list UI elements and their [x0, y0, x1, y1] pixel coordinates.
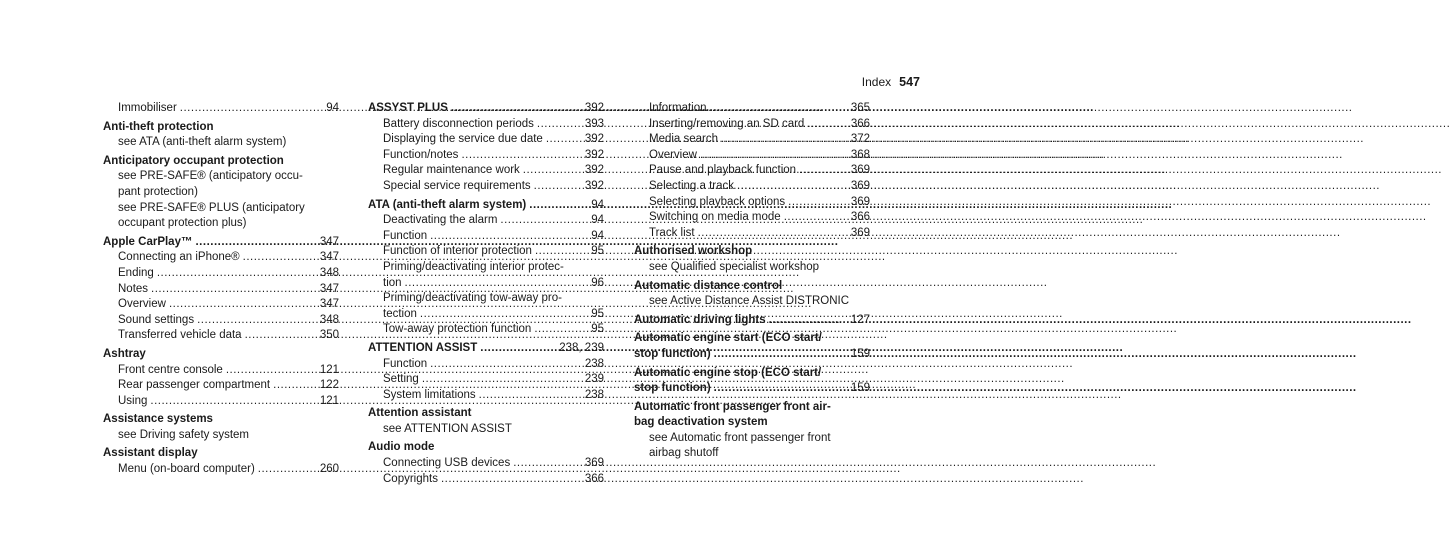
leader-dots: [258, 462, 317, 478]
leader-dots: [480, 341, 556, 357]
index-subentry: occupant protection plus): [118, 217, 247, 230]
index-subentry: [103, 297, 339, 313]
entry-text: Selecting playback options: [649, 195, 786, 208]
leader-dots: [197, 313, 317, 329]
entry-text: Selecting a track: [649, 179, 735, 192]
index-subentry: [368, 372, 604, 388]
entry-text: Function: [383, 357, 428, 370]
leader-dots: [534, 322, 588, 338]
index-subentry: [368, 307, 604, 323]
index-heading: [634, 347, 870, 363]
leader-dots: [441, 472, 582, 488]
index-subentry: [368, 357, 604, 373]
page-reference: 366: [850, 211, 870, 224]
entry-text: tection: [383, 307, 417, 320]
page-reference: 94: [591, 214, 604, 227]
entry-text: Media search: [649, 133, 719, 146]
page-reference: 347: [319, 298, 339, 311]
entry-text: Using: [118, 394, 148, 407]
index-subentry: [103, 101, 339, 117]
index-heading: bag deactivation system: [634, 416, 768, 429]
leader-dots: [546, 132, 582, 148]
leader-dots: [422, 372, 582, 388]
index-subentry: [103, 394, 339, 410]
index-subentry: [634, 117, 870, 133]
index-heading: Assistance systems: [103, 413, 213, 426]
leader-dots: [405, 276, 589, 292]
index-subentry: [634, 132, 870, 148]
index-heading: Automatic engine stop (ECO start/: [634, 366, 822, 379]
leader-dots: [769, 313, 848, 329]
index-subentry: see PRE-SAFE® PLUS (anticipatory: [118, 201, 305, 214]
entry-text: Setting: [383, 373, 419, 386]
entry-text: Copyrights: [383, 472, 438, 485]
index-subentry: pant protection): [118, 185, 198, 198]
page-reference: 369: [850, 164, 870, 177]
page-reference: 392: [584, 102, 604, 114]
leader-dots: [479, 388, 582, 404]
leader-dots: [799, 163, 848, 179]
index-heading: Audio mode: [368, 441, 435, 454]
leader-dots: [714, 347, 848, 363]
leader-dots: [451, 101, 582, 117]
index-heading: Authorised workshop: [634, 245, 753, 258]
entry-text: Transferred vehicle data: [118, 329, 242, 342]
page-reference: 392: [584, 179, 604, 192]
leader-dots: [226, 363, 317, 379]
index-subentry: [368, 244, 604, 260]
leader-dots: [245, 328, 317, 344]
index-subentry: [634, 101, 870, 117]
index-subentry: [103, 462, 339, 478]
page-reference: 368: [850, 148, 870, 161]
page-reference: 95: [591, 245, 604, 258]
index-subentry: [368, 388, 604, 404]
leader-dots: [500, 213, 588, 229]
index-subentry: [103, 250, 339, 266]
leader-dots: [714, 381, 848, 397]
entry-text: Information: [649, 102, 707, 114]
page-reference: 121: [319, 394, 339, 407]
page-reference: 127: [850, 313, 870, 326]
page-reference: 95: [591, 323, 604, 336]
page-reference: 260: [319, 463, 339, 476]
page-reference: 348: [319, 313, 339, 326]
leader-dots: [721, 132, 848, 148]
entry-text: Inserting/removing an SD card: [649, 117, 805, 130]
index-subentry: [368, 276, 604, 292]
index-heading: [368, 101, 604, 117]
leader-dots: [513, 456, 582, 472]
page-reference: 121: [319, 363, 339, 376]
index-heading: [634, 313, 870, 329]
index-subentry: [368, 213, 604, 229]
index-subentry: Priming/deactivating tow-away pro-: [383, 292, 562, 305]
index-heading: Automatic engine start (ECO start/: [634, 332, 822, 345]
entry-text: Function: [383, 229, 428, 242]
entry-text: Overview: [118, 298, 166, 311]
index-heading: [368, 198, 604, 214]
page-header: [862, 75, 920, 89]
index-column-1: [103, 101, 339, 478]
leader-dots: [784, 210, 848, 226]
page-reference: 94: [326, 102, 339, 114]
index-subentry: [634, 195, 870, 211]
page-reference: 348: [319, 266, 339, 279]
leader-dots: [523, 163, 582, 179]
index-heading: Anticipatory occupant protection: [103, 154, 284, 167]
index-subentry: [368, 179, 604, 195]
index-column-3: [634, 101, 870, 462]
page-number: 547: [899, 75, 920, 89]
entry-text: Front centre console: [118, 363, 223, 376]
entry-text: Regular maintenance work: [383, 164, 520, 177]
index-subentry: [368, 229, 604, 245]
page-reference: 238: [584, 357, 604, 370]
leader-dots: [243, 250, 317, 266]
entry-text: Connecting USB devices: [383, 457, 511, 470]
leader-dots: [420, 307, 588, 323]
index-column-2: [368, 101, 604, 487]
leader-dots: [151, 282, 317, 298]
index-subentry: see ATTENTION ASSIST: [383, 422, 512, 435]
index-subentry: airbag shutoff: [649, 447, 719, 460]
entry-text: Notes: [118, 282, 149, 295]
entry-text: Ending: [118, 266, 154, 279]
entry-text: Sound settings: [118, 313, 195, 326]
page-reference: 369: [850, 226, 870, 239]
page-reference: 122: [319, 379, 339, 392]
page-reference: 94: [591, 229, 604, 242]
leader-dots: [273, 378, 317, 394]
leader-dots: [529, 198, 588, 214]
entry-text: stop function): [634, 347, 711, 360]
index-subentry: [634, 148, 870, 164]
index-subentry: Priming/deactivating interior protec-: [383, 260, 564, 273]
entry-text: stop function): [634, 382, 711, 395]
entry-text: Track list: [649, 226, 695, 239]
leader-dots: [710, 101, 848, 117]
entry-text: ATTENTION ASSIST: [368, 341, 478, 354]
index-subentry: [103, 282, 339, 298]
leader-dots: [737, 179, 848, 195]
page-reference: 366: [850, 117, 870, 130]
index-heading: Assistant display: [103, 447, 198, 460]
page-reference: 392: [584, 164, 604, 177]
leader-dots: [537, 117, 582, 133]
index-subentry: [368, 472, 604, 488]
index-heading: [103, 235, 339, 251]
index-subentry: [103, 328, 339, 344]
entry-text: Apple CarPlay™: [103, 235, 193, 248]
leader-dots: [180, 101, 323, 117]
page-reference: 239: [584, 373, 604, 386]
entry-text: Deactivating the alarm: [383, 214, 498, 227]
index-subentry: see Qualified specialist workshop: [649, 260, 820, 273]
page-reference: 96: [591, 276, 604, 289]
entry-text: Function of interior protection: [383, 245, 532, 258]
page-reference: 95: [591, 307, 604, 320]
page-reference: 347: [319, 235, 339, 248]
leader-dots: [150, 394, 316, 410]
index-subentry: [368, 322, 604, 338]
leader-dots: [157, 266, 317, 282]
leader-dots: [788, 195, 848, 211]
page-reference: 350: [319, 329, 339, 342]
section-title: Index: [861, 75, 892, 89]
index-subentry: see Driving safety system: [118, 428, 250, 441]
entry-text: Connecting an iPhone®: [118, 251, 240, 264]
entry-text: Rear passenger compartment: [118, 379, 271, 392]
page-reference: 369: [850, 179, 870, 192]
entry-text: Displaying the service due date: [383, 133, 543, 146]
page-reference: 347: [319, 282, 339, 295]
index-subentry: see PRE-SAFE® (anticipatory occu-: [118, 170, 303, 183]
entry-text: Overview: [649, 148, 697, 161]
page-reference: 238: [584, 388, 604, 401]
index-subentry: [103, 378, 339, 394]
leader-dots: [195, 235, 316, 251]
page-reference: 393: [584, 117, 604, 130]
page-reference: 372: [850, 133, 870, 146]
entry-text: System limitations: [383, 388, 476, 401]
leader-dots: [534, 179, 582, 195]
index-subentry: [368, 148, 604, 164]
index-subentry: [368, 456, 604, 472]
index-subentry: [634, 163, 870, 179]
entry-text: Pause and playback function: [649, 164, 797, 177]
entry-text: ASSYST PLUS: [368, 102, 448, 114]
leader-dots: [461, 148, 581, 164]
index-heading: Ashtray: [103, 347, 146, 360]
index-heading: Anti-theft protection: [103, 120, 214, 133]
entry-text: Battery disconnection periods: [383, 117, 534, 130]
page-reference: 369: [850, 195, 870, 208]
index-subentry: see Automatic front passenger front: [649, 431, 831, 444]
entry-text: Tow-away protection function: [383, 323, 532, 336]
index-heading: Automatic distance control: [634, 279, 783, 292]
entry-text: Immobiliser: [118, 102, 177, 114]
entry-text: Function/notes: [383, 148, 459, 161]
index-subentry: [634, 210, 870, 226]
leader-dots: [700, 148, 848, 164]
index-subentry: see Active Distance Assist DISTRONIC: [649, 295, 850, 308]
page-reference: 369: [584, 457, 604, 470]
leader-dots: [535, 244, 588, 260]
entry-text: Automatic driving lights: [634, 313, 766, 326]
page-reference: 159: [850, 382, 870, 395]
index-subentry: see ATA (anti-theft alarm system): [118, 136, 287, 149]
page-reference: 365: [850, 102, 870, 114]
page-reference: 392: [584, 148, 604, 161]
entry-text: Special service requirements: [383, 179, 531, 192]
leader-dots: [807, 117, 847, 133]
entry-text: tion: [383, 276, 402, 289]
leader-dots: [430, 357, 582, 373]
entry-text: ATA (anti-theft alarm system): [368, 198, 527, 211]
page-reference: 347: [319, 251, 339, 264]
entry-text: Switching on media mode: [649, 211, 781, 224]
page-reference: 94: [591, 198, 604, 211]
index-heading: Automatic front passenger front air-: [634, 400, 831, 413]
index-subentry: [634, 226, 870, 242]
leader-dots: [430, 229, 588, 245]
leader-dots: [698, 226, 848, 242]
leader-dots: [169, 297, 317, 313]
page-reference: 392: [584, 133, 604, 146]
index-subentry: [103, 266, 339, 282]
page-reference: 159: [850, 347, 870, 360]
index-subentry: [103, 313, 339, 329]
index-subentry: [634, 179, 870, 195]
index-heading: [634, 381, 870, 397]
entry-text: Menu (on-board computer): [118, 463, 255, 476]
page-reference: 238, 239: [559, 341, 604, 354]
index-subentry: [368, 163, 604, 179]
index-heading: Attention assistant: [368, 407, 472, 420]
index-subentry: [368, 132, 604, 148]
index-subentry: [368, 117, 604, 133]
index-heading: [368, 341, 604, 357]
index-subentry: [103, 363, 339, 379]
page-reference: 366: [584, 472, 604, 485]
